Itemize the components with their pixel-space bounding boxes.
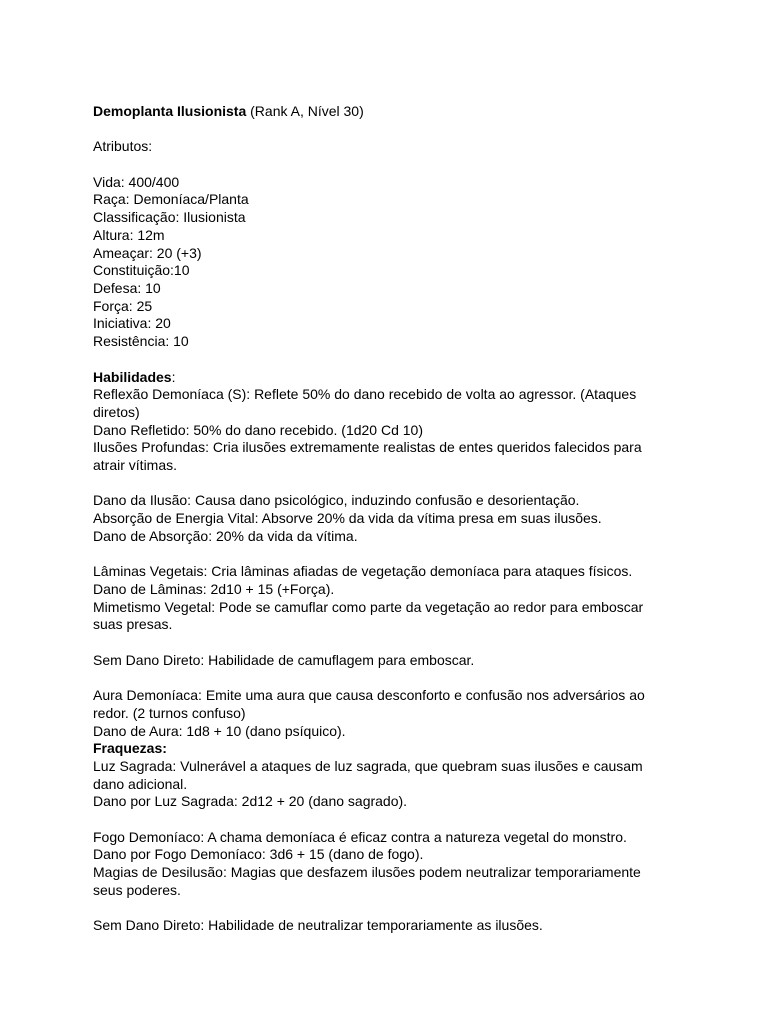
attribute-altura: Altura: 12m <box>93 226 165 243</box>
weakness-line: Dano por Luz Sagrada: 2d12 + 20 (dano sagrado). <box>93 793 408 810</box>
ability-line: Absorção de Energia Vital: Absorve 20% da vida da vítima presa em suas ilusões. <box>93 510 602 527</box>
spacer <box>93 669 663 687</box>
ability-line: Dano da Ilusão: Causa dano psicológico, induzindo confusão e desorientação. <box>93 492 580 509</box>
spacer <box>93 546 663 564</box>
ability-line: Aura Demoníaca: Emite uma aura que causa desconforto e confusão nos adversários ao redor. (2 turnos confuso) <box>93 687 645 721</box>
weaknesses-group-1 <box>93 758 663 811</box>
attributes-list <box>93 174 663 351</box>
weakness-line: Magias de Desilusão: Magias que desfazem ilusões podem neutralizar temporariamente seus poderes. <box>93 864 641 898</box>
weakness-line: Luz Sagrada: Vulnerável a ataques de luz sagrada, que quebram suas ilusões e causam dano adicional. <box>93 757 643 792</box>
spacer <box>93 475 663 493</box>
ability-line: Dano de Aura: 1d8 + 10 (dano psíquico). <box>93 722 346 739</box>
attribute-resistencia: Resistência: 10 <box>93 333 189 350</box>
ability-line: Dano de Absorção: 20% da vida da vítima. <box>93 527 358 544</box>
attributes-heading: Atributos: <box>93 138 153 155</box>
monster-title <box>93 103 663 121</box>
abilities-group-4 <box>93 652 663 670</box>
ability-line: Dano Refletido: 50% do dano recebido. (1d20 Cd 10) <box>93 421 423 438</box>
spacer <box>93 351 663 369</box>
attribute-iniciativa: Iniciativa: 20 <box>93 315 171 332</box>
ability-line: Dano de Lâminas: 2d10 + 15 (+Força). <box>93 580 335 597</box>
abilities-group-3 <box>93 563 663 634</box>
abilities-group-5 <box>93 687 663 740</box>
attribute-classificacao: Classificação: Ilusionista <box>93 209 246 226</box>
attribute-forca: Força: 25 <box>93 297 153 314</box>
abilities-heading-text: Habilidades <box>93 368 172 385</box>
spacer <box>93 900 663 918</box>
attribute-ameacar: Ameaçar: 20 (+3) <box>93 244 202 261</box>
spacer <box>93 811 663 829</box>
ability-line: Lâminas Vegetais: Cria lâminas afiadas de vegetação demoníaca para ataques físicos. <box>93 563 633 580</box>
ability-line: Reflexão Demoníaca (S): Reflete 50% do dano recebido de volta ao agressor. (Ataques diretos) <box>93 386 637 420</box>
weaknesses-group-2 <box>93 829 663 900</box>
weakness-line: Dano por Fogo Demoníaco: 3d6 + 15 (dano de fogo). <box>93 846 424 863</box>
ability-line: Ilusões Profundas: Cria ilusões extremamente realistas de entes queridos falecidos para atrair vítimas. <box>93 439 642 474</box>
abilities-group-2 <box>93 492 663 545</box>
weakness-line: Sem Dano Direto: Habilidade de neutralizar temporariamente as ilusões. <box>93 917 543 934</box>
spacer <box>93 156 663 174</box>
attribute-defesa: Defesa: 10 <box>93 280 161 296</box>
weaknesses-heading: Fraquezas: <box>93 740 167 757</box>
abilities-group-1 <box>93 386 663 475</box>
monster-rank-level: (Rank A, Nível 30) <box>246 103 364 119</box>
abilities-heading <box>93 369 663 387</box>
spacer <box>93 121 663 139</box>
ability-line: Sem Dano Direto: Habilidade de camuflagem para emboscar. <box>93 651 475 668</box>
ability-line: Mimetismo Vegetal: Pode se camuflar como parte da vegetação ao redor para emboscar suas presas. <box>93 598 644 633</box>
weakness-line: Fogo Demoníaco: A chama demoníaca é eficaz contra a natureza vegetal do monstro. <box>93 828 627 845</box>
spacer <box>93 634 663 652</box>
monster-name: Demoplanta Ilusionista <box>93 103 247 119</box>
weaknesses-group-3 <box>93 917 663 935</box>
attribute-constituicao: Constituição:10 <box>93 262 190 279</box>
abilities-heading-colon: : <box>171 368 176 385</box>
document-page <box>93 103 663 935</box>
attribute-vida: Vida: 400/400 <box>93 173 180 190</box>
attribute-raca: Raça: Demoníaca/Planta <box>93 191 249 208</box>
